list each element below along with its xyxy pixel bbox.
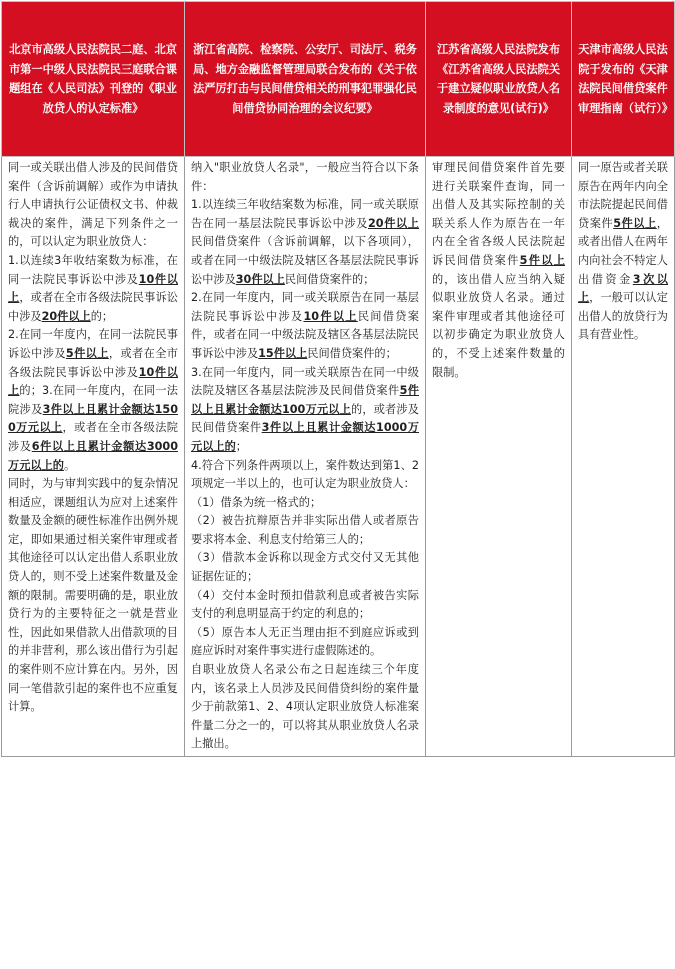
text: ，或者在全市各级法院涉及 bbox=[8, 421, 178, 453]
text: 3.在同一年度内，同一或关联原告在同一中级法院及辖区各基层法院涉及民间借贷案件 bbox=[191, 365, 419, 398]
zhejiang-rule-4: 4.符合下列条件两项以上，案件数达到第1、2项规定一半以上的，也可认定为职业放贷人： bbox=[191, 458, 419, 491]
zhejiang-sub-2: （2）被告抗辩原告并非实际出借人或者原告要求将本金、利息支付给第三人的； bbox=[191, 514, 419, 546]
tianjin-rule bbox=[578, 159, 668, 345]
cell-jiangsu bbox=[426, 157, 572, 757]
header-zhejiang: 浙江省高院、检察院、公安厅、司法厅、税务局、地方金融监督管理局联合发布的《关于依法严厉打击与民间借贷相关的刑事犯罪强化民间借贷协同治理的会议纪要》 bbox=[185, 2, 426, 157]
text: 的，该出借人应当纳入疑似职业放贷人名录。通过案件审理或者其他途径可以初步确定为职业放贷人的，不受上述案件数量的限制。 bbox=[432, 272, 565, 379]
text: 的；3.在同一年度内，在同一法院涉及 bbox=[8, 384, 178, 416]
threshold: 3件以上且累计金额达1000万元以上的 bbox=[191, 421, 419, 453]
text: 民间借贷案件（含诉前调解，以下各项同），或者在同一中级法院及辖区各基层法院民事诉讼中涉及 bbox=[191, 235, 419, 286]
text: ； bbox=[235, 439, 247, 453]
jiangsu-rule bbox=[432, 159, 565, 382]
threshold: 10件以上 bbox=[8, 365, 178, 398]
zhejiang-rule-2 bbox=[191, 289, 419, 363]
header-jiangsu: 江苏省高级人民法院发布《江苏省高级人民法院关于建立疑似职业放贷人名录制度的意见(试行)》 bbox=[426, 2, 572, 157]
text: ，或者出借人在两年内向社会不特定人出借资金 bbox=[578, 216, 668, 286]
text: 的，或者涉及民间借贷案件 bbox=[191, 402, 419, 435]
threshold: 10件以上 bbox=[303, 309, 358, 323]
header-beijing: 北京市高级人民法院民二庭、北京市第一中级人民法院民三庭联合课题组在《人民司法》刊登的《职业放贷人的认定标准》 bbox=[2, 2, 185, 157]
zhejiang-removal: 自职业放贷人名录公布之日起连续三个年度内，该名录上人员涉及民间借贷纠纷的案件量少于前款第1、2、4项认定职业放贷人标准案件量二分之一的，可以将其从职业放贷人名录上撤出。 bbox=[191, 663, 419, 751]
comparison-table bbox=[1, 1, 675, 757]
threshold: 5件以上 bbox=[65, 346, 109, 360]
threshold: 15件以上 bbox=[258, 346, 308, 360]
threshold: 5件以上 bbox=[613, 216, 657, 230]
text: 民间借贷案件，或者在同一中级法院及辖区各基层法院民事诉讼中涉及 bbox=[191, 309, 419, 360]
text: 民间借贷案件的； bbox=[307, 346, 397, 360]
text: 。 bbox=[63, 458, 76, 472]
threshold: 6件以上且累计金额达3000万元以上的 bbox=[8, 439, 178, 472]
threshold: 3件以上且累计金额达1500万元以上 bbox=[8, 402, 178, 435]
zhejiang-rule-1 bbox=[191, 196, 419, 289]
header-row bbox=[2, 2, 675, 157]
text: 1.以连续3年收结案数为标准，在同一法院民事诉讼中涉及 bbox=[8, 253, 178, 286]
text: 1.以连续三年收结案数为标准，同一或关联原告在同一基层法院民事诉讼中涉及 bbox=[191, 198, 419, 230]
zhejiang-sub-1: （1）借条为统一格式的； bbox=[191, 495, 322, 509]
threshold: 5件以上且累计金额达100万元以上 bbox=[191, 384, 419, 416]
text: 2.在同一年度内，在同一法院民事诉讼中涉及 bbox=[8, 328, 178, 360]
threshold: 20件以上 bbox=[368, 216, 419, 230]
threshold: 5件以上 bbox=[519, 253, 565, 267]
cell-zhejiang bbox=[185, 157, 426, 757]
threshold: 3次以上 bbox=[578, 272, 668, 305]
text: 同一原告或者关联原告在两年内向全市法院提起民间借贷案件 bbox=[578, 161, 668, 230]
cell-tianjin bbox=[572, 157, 675, 757]
zhejiang-rule-3 bbox=[191, 364, 419, 457]
text: 的； bbox=[90, 309, 114, 323]
text: 审理民间借贷案件首先要进行关联案件查询，同一出借人及其实际控制的关联关系人作为原告在一年内在全省各级人民法院起诉民间借贷案件 bbox=[432, 161, 565, 267]
beijing-intro: 同一或关联出借人涉及的民间借贷案件（含诉前调解）或作为申请执行人申请执行公证债权文书、仲裁裁决的案件，满足下列条件之一的，可以认定为职业放贷人： bbox=[8, 161, 178, 249]
text: ，一般可以认定出借人的放贷行为具有营业性。 bbox=[578, 291, 668, 342]
header-tianjin: 天津市高级人民法院于发布的《天津法院民间借贷案件审理指南（试行）》 bbox=[572, 2, 675, 157]
threshold: 30件以上 bbox=[235, 272, 285, 286]
beijing-rule-2-3 bbox=[8, 326, 178, 475]
cell-beijing bbox=[2, 157, 185, 757]
text: 民间借贷案件的； bbox=[284, 272, 375, 286]
beijing-exception: 同时，为与审判实践中的复杂情况相适应，课题组认为应对上述案件数量及金额的硬性标准作出例外规定，即如果通过相关案件审理或者其他途径可以认定出借人系职业放贷人的，则不受上述案件数量及金额的限制。需要明确的是，职业放贷行为的主要特征之一就是营业性，因此如果借款人出借款项的目的并非营利，那么该出借行为引起的案件则不应计算在内。另外，因同一笔借款引起的案件也不应重复计算。 bbox=[8, 477, 178, 714]
text: ，或者在全市各级法院民事诉讼中涉及 bbox=[8, 291, 178, 323]
zhejiang-sub-3: （3）借款本金诉称以现金方式交付又无其他证据佐证的； bbox=[191, 551, 419, 584]
zhejiang-sub-5: （5）原告本人无正当理由拒不到庭应诉或到庭应诉时对案件事实进行虚假陈述的。 bbox=[191, 625, 419, 658]
beijing-rule-1 bbox=[8, 252, 178, 326]
threshold: 10件以上 bbox=[8, 272, 178, 305]
text: ，或者在全市各级法院民事诉讼中涉及 bbox=[8, 346, 178, 379]
zhejiang-sub-4: （4）交付本金时预扣借款利息或者被告实际支付的利息明显高于约定的利息的； bbox=[191, 588, 419, 621]
threshold: 20件以上 bbox=[41, 309, 91, 323]
text: 2.在同一年度内，同一或关联原告在同一基层法院民事诉讼中涉及 bbox=[191, 291, 419, 323]
zhejiang-intro: 纳入"职业放贷人名录"，一般应当符合以下条件： bbox=[191, 161, 419, 193]
content-row bbox=[2, 157, 675, 757]
